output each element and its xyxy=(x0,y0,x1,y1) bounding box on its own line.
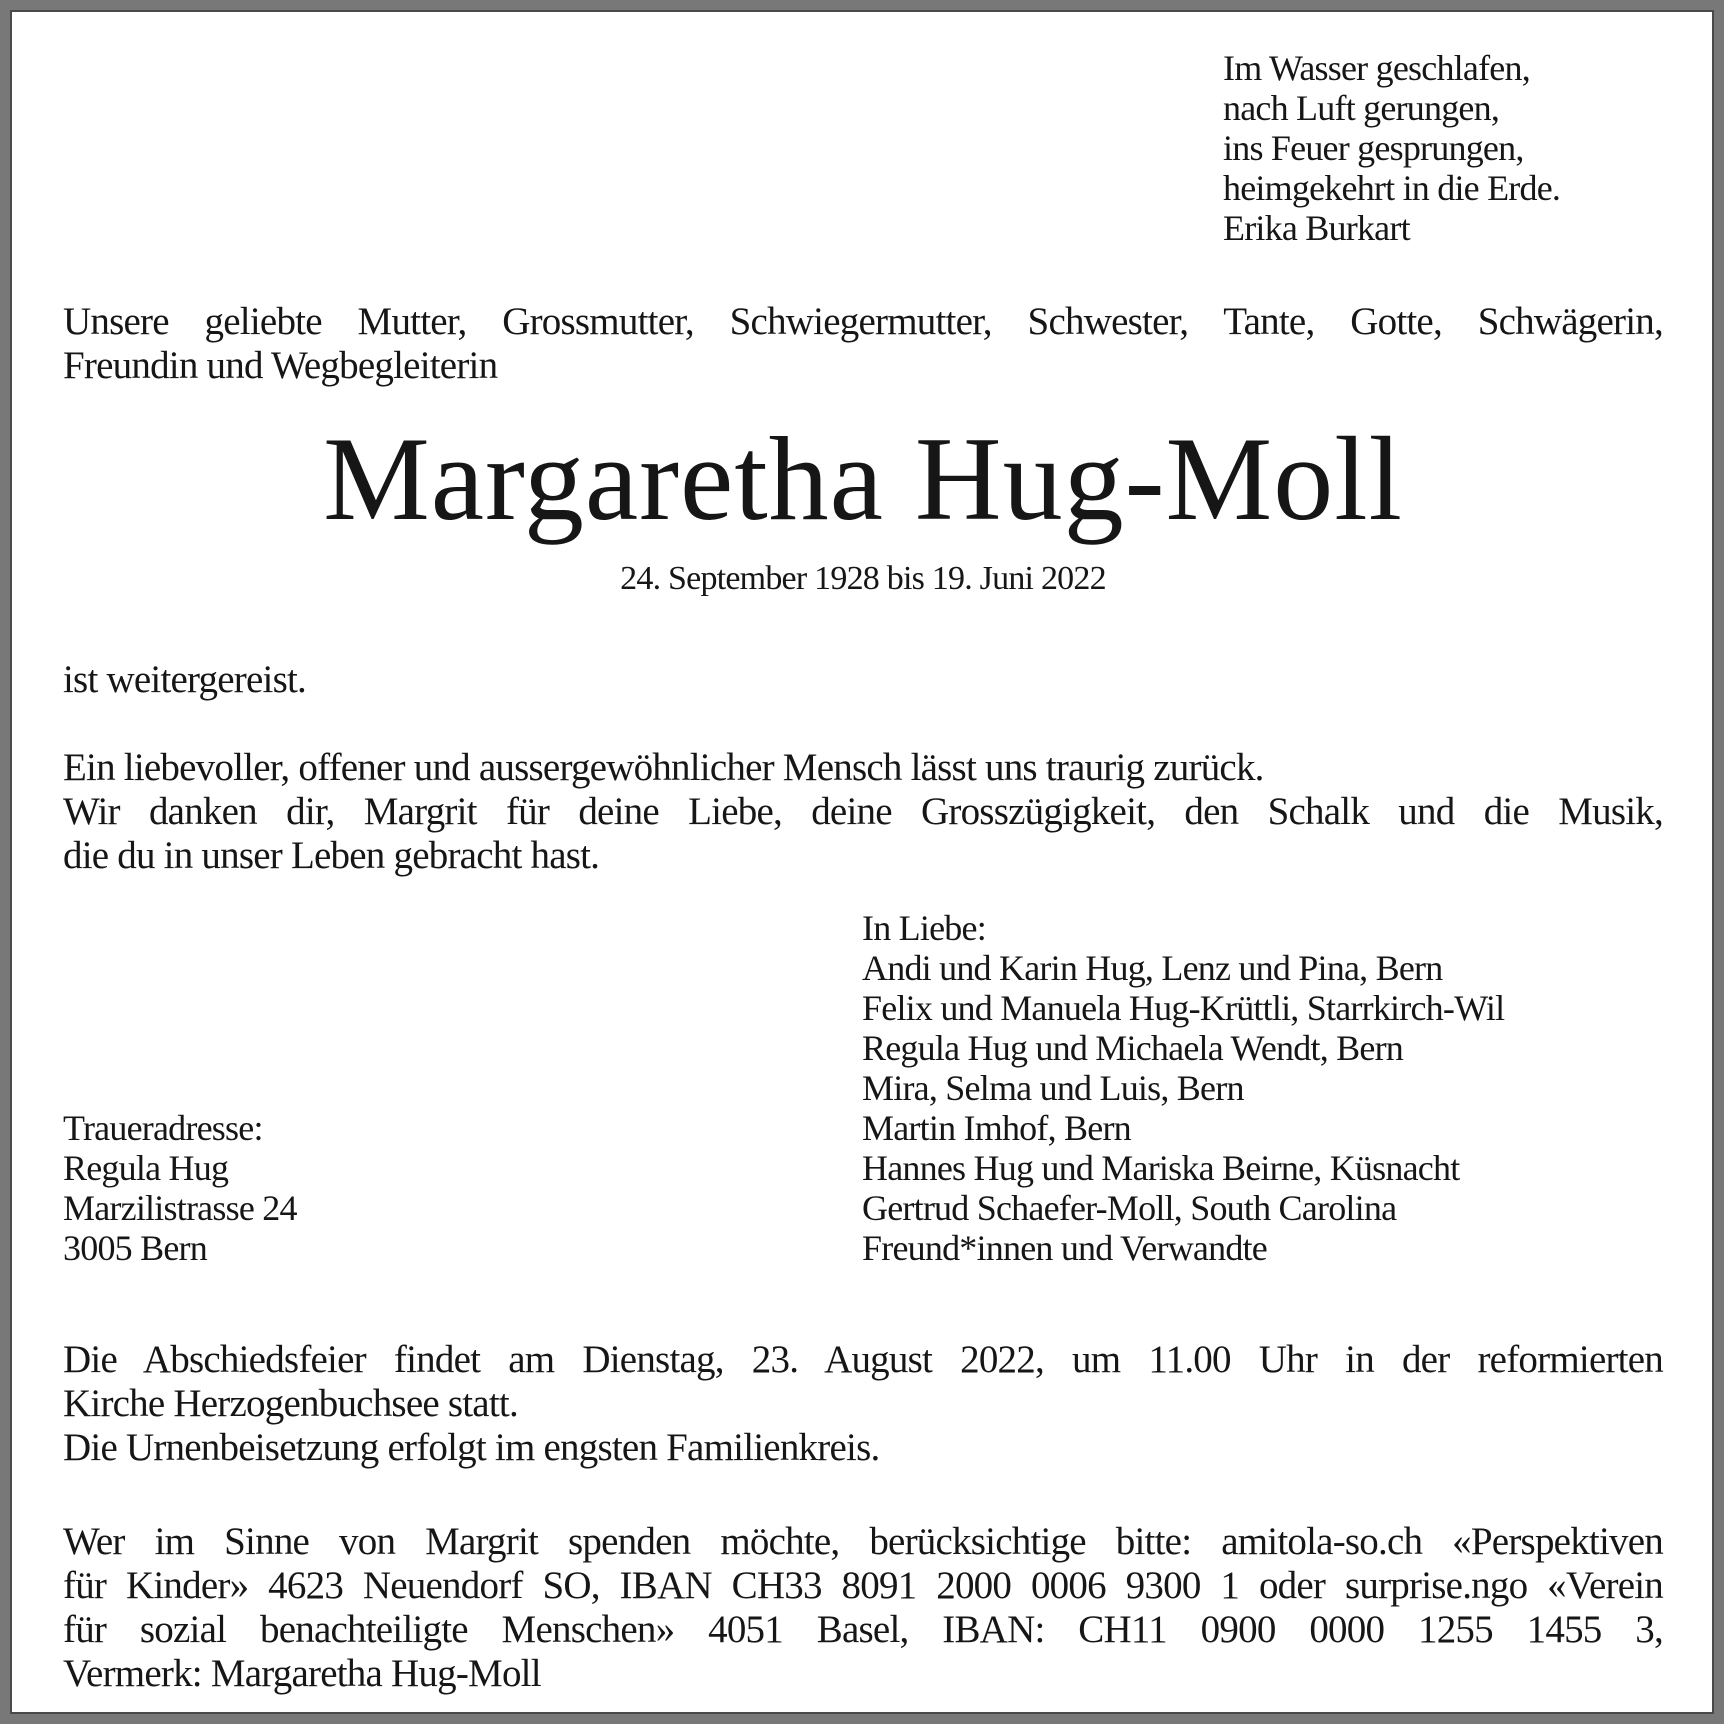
tribute-line: Ein liebevoller, offener und aussergewöhnlicher Mensch lässt uns traurig zurück. xyxy=(63,746,1264,789)
poem-line: heimgekehrt in die Erde. xyxy=(1223,168,1561,208)
intro-line: Unsere geliebte Mutter, Grossmutter, Schwiegermutter, Schwester, Tante, Gotte, Schwägerin, xyxy=(63,300,1663,343)
deceased-name: Margaretha Hug-Moll xyxy=(323,412,1403,545)
funeral-line: Die Urnenbeisetzung erfolgt im engsten Familienkreis. xyxy=(63,1426,880,1469)
life-dates: 24. September 1928 bis 19. Juni 2022 xyxy=(620,560,1106,597)
donations-line: für sozial benachteiligte Menschen» 4051 Basel, IBAN: CH11 0900 0000 1255 1455 3, xyxy=(63,1608,1663,1651)
intro-paragraph xyxy=(63,300,1663,388)
intro-line: Freundin und Wegbegleiterin xyxy=(63,344,498,387)
donations-line: für Kinder» 4623 Neuendorf SO, IBAN CH33 8091 2000 0006 9300 1 oder surprise.ngo «Verein xyxy=(63,1564,1663,1607)
donations-paragraph xyxy=(63,1520,1663,1696)
tribute-paragraph xyxy=(63,746,1663,878)
family-list-item: Gertrud Schaefer-Moll, South Carolina xyxy=(862,1188,1397,1228)
mourning-address-line: 3005 Bern xyxy=(63,1228,207,1268)
address-and-family-columns xyxy=(63,908,1663,1268)
mourning-address-line: Marzilistrasse 24 xyxy=(63,1188,297,1228)
family-list-item: Hannes Hug und Mariska Beirne, Küsnacht xyxy=(862,1148,1460,1188)
family-list-item: Freund*innen und Verwandte xyxy=(862,1228,1267,1268)
tribute-line: Wir danken dir, Margrit für deine Liebe, deine Grosszügigkeit, den Schalk und die Musik, xyxy=(63,790,1663,833)
funeral-info-paragraph xyxy=(63,1338,1663,1470)
mourning-address xyxy=(63,1108,862,1268)
tribute-line: die du in unser Leben gebracht hast. xyxy=(63,834,600,877)
mourning-address-label: Traueradresse: xyxy=(63,1108,263,1148)
family-list-heading: In Liebe: xyxy=(862,908,986,948)
poem-line: ins Feuer gesprungen, xyxy=(1223,128,1524,168)
funeral-line: Kirche Herzogenbuchsee statt. xyxy=(63,1382,518,1425)
poem-author: Erika Burkart xyxy=(1223,208,1410,248)
death-announcement: ist weitergereist. xyxy=(63,658,307,701)
mourning-address-line: Regula Hug xyxy=(63,1148,229,1188)
family-list-item: Mira, Selma und Luis, Bern xyxy=(862,1068,1244,1108)
family-list-item: Felix und Manuela Hug-Krüttli, Starrkirch-Wil xyxy=(862,988,1505,1028)
epigraph-poem xyxy=(63,48,1663,248)
obituary-page xyxy=(10,10,1714,1714)
family-list xyxy=(862,908,1663,1268)
donations-line: Wer im Sinne von Margrit spenden möchte, berücksichtige bitte: amitola-so.ch «Perspektiven xyxy=(63,1520,1663,1563)
family-list-item: Martin Imhof, Bern xyxy=(862,1108,1131,1148)
donations-line: Vermerk: Margaretha Hug-Moll xyxy=(63,1652,541,1695)
poem-line: nach Luft gerungen, xyxy=(1223,88,1500,128)
funeral-line: Die Abschiedsfeier findet am Dienstag, 23. August 2022, um 11.00 Uhr in der reformierten xyxy=(63,1338,1663,1381)
poem-line: Im Wasser geschlafen, xyxy=(1223,48,1530,88)
family-list-item: Regula Hug und Michaela Wendt, Bern xyxy=(862,1028,1404,1068)
family-list-item: Andi und Karin Hug, Lenz und Pina, Bern xyxy=(862,948,1443,988)
